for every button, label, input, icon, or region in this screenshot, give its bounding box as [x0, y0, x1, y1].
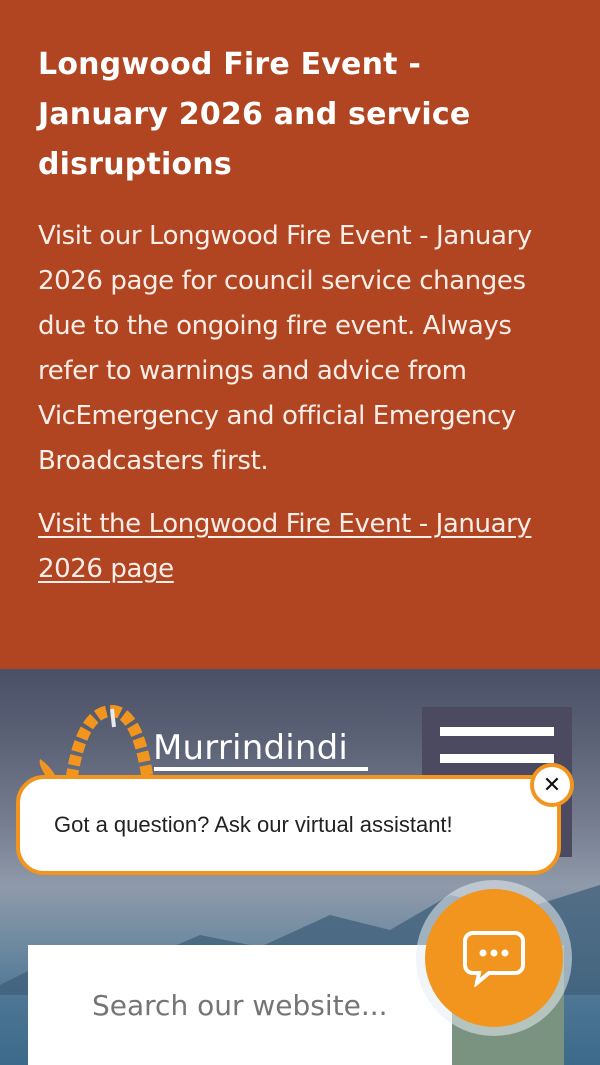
search-input[interactable]	[28, 945, 453, 1065]
hamburger-icon	[440, 754, 554, 763]
chat-launcher-button[interactable]	[425, 889, 563, 1027]
hamburger-icon	[440, 727, 554, 736]
close-icon[interactable]: ✕	[530, 763, 574, 807]
assistant-prompt-bubble[interactable]	[16, 775, 561, 875]
alert-link[interactable]: Visit the Longwood Fire Event - January 2026 page	[38, 509, 532, 584]
alert-body: Visit our Longwood Fire Event - January 2026 page for council service changes due to the ongoing fire event. Always refer to warnings and advice from VicEmergency and official Emergency Broadcasters first.	[38, 221, 532, 476]
alert-title: Longwood Fire Event - January 2026 and service disruptions	[38, 47, 471, 182]
logo-text[interactable]: Murrindindi	[153, 728, 349, 768]
chat-bubble-icon	[463, 929, 525, 987]
assistant-prompt-text: Got a question? Ask our virtual assistant!	[54, 812, 453, 837]
